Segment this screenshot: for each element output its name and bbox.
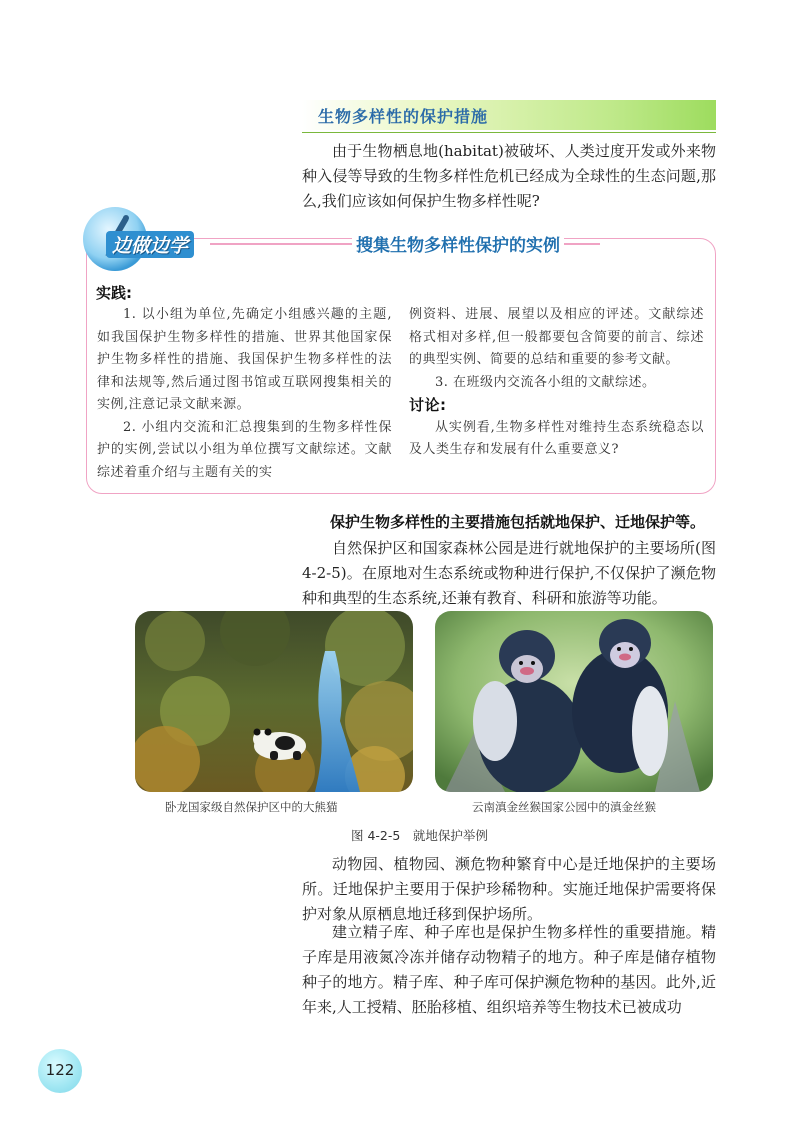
caption-left: 卧龙国家级自然保护区中的大熊猫 <box>165 800 338 814</box>
practice-step-2: 2. 小组内交流和汇总搜集到的生物多样性保护的实例,尝试以小组为单位撰写文献综述。文献综述着重介绍与主题有关的实 <box>97 419 392 480</box>
body-paragraph-4: 建立精子库、种子库也是保护生物多样性的重要措施。精子库是用液氮冷冻并储存动物精子的地方。种子库是储存植物种子的地方。精子库、种子库可保护濒危物种的基因。此外,近年来,人工授精、胚胎移植、组织培养等生物技术已被成功 <box>302 923 716 1016</box>
page-number: 122 <box>45 1061 75 1079</box>
intro-paragraph: 由于生物栖息地(habitat)被破坏、人类过度开发或外来物种入侵等导致的生物多样性危机已经成为全球性的生态问题,那么,我们应该如何保护生物多样性呢? <box>302 142 716 210</box>
body-paragraph-2: 自然保护区和国家森林公园是进行就地保护的主要场所(图 4-2-5)。在原地对生态系统或物种进行保护,不仅保护了濒危物种和典型的生态系统,还兼有教育、科研和旅游等功能。 <box>302 539 716 607</box>
practice-step-1: 1. 以小组为单位,先确定小组感兴趣的主题,如我国保护生物多样性的措施、世界其他国家保护生物多样性的措施、我国保护生物多样性的法律和法规等,然后通过图书馆或互联网搜集相关的实例,注意记录文献来源。 <box>97 307 392 412</box>
figure-caption: 图 4-2-5 就地保护举例 <box>351 828 488 843</box>
discuss-label: 讨论: <box>409 396 447 414</box>
practice-step-2-continued: 例资料、进展、展望以及相应的评述。文献综述格式相对多样,但一般都要包含简要的前言、综述的典型实例、简要的总结和重要的参考文献。 <box>409 307 704 367</box>
discuss-question: 从实例看,生物多样性对维持生态系统稳态以及人类生存和发展有什么重要意义? <box>409 419 704 457</box>
key-point: 保护生物多样性的主要措施包括就地保护、迁地保护等。 <box>330 513 706 531</box>
practice-step-3: 3. 在班级内交流各小组的文献综述。 <box>435 374 656 390</box>
body-paragraph-3: 动物园、植物园、濒危物种繁育中心是迁地保护的主要场所。迁地保护主要用于保护珍稀物种。实施迁地保护需要将保护对象从原栖息地迁移到保护场所。 <box>302 855 716 923</box>
section-divider <box>302 132 716 133</box>
activity-title: 搜集生物多样性保护的实例 <box>352 231 564 256</box>
caption-right: 云南滇金丝猴国家公园中的滇金丝猴 <box>472 800 656 814</box>
section-title: 生物多样性的保护措施 <box>318 107 489 126</box>
giant-panda-photo <box>135 611 413 792</box>
activity-left-column <box>97 304 392 484</box>
activity-label: 边做边学 <box>106 231 194 258</box>
activity-right-column <box>409 304 704 462</box>
snub-nosed-monkey-photo <box>435 611 713 792</box>
practice-label: 实践: <box>96 284 132 302</box>
